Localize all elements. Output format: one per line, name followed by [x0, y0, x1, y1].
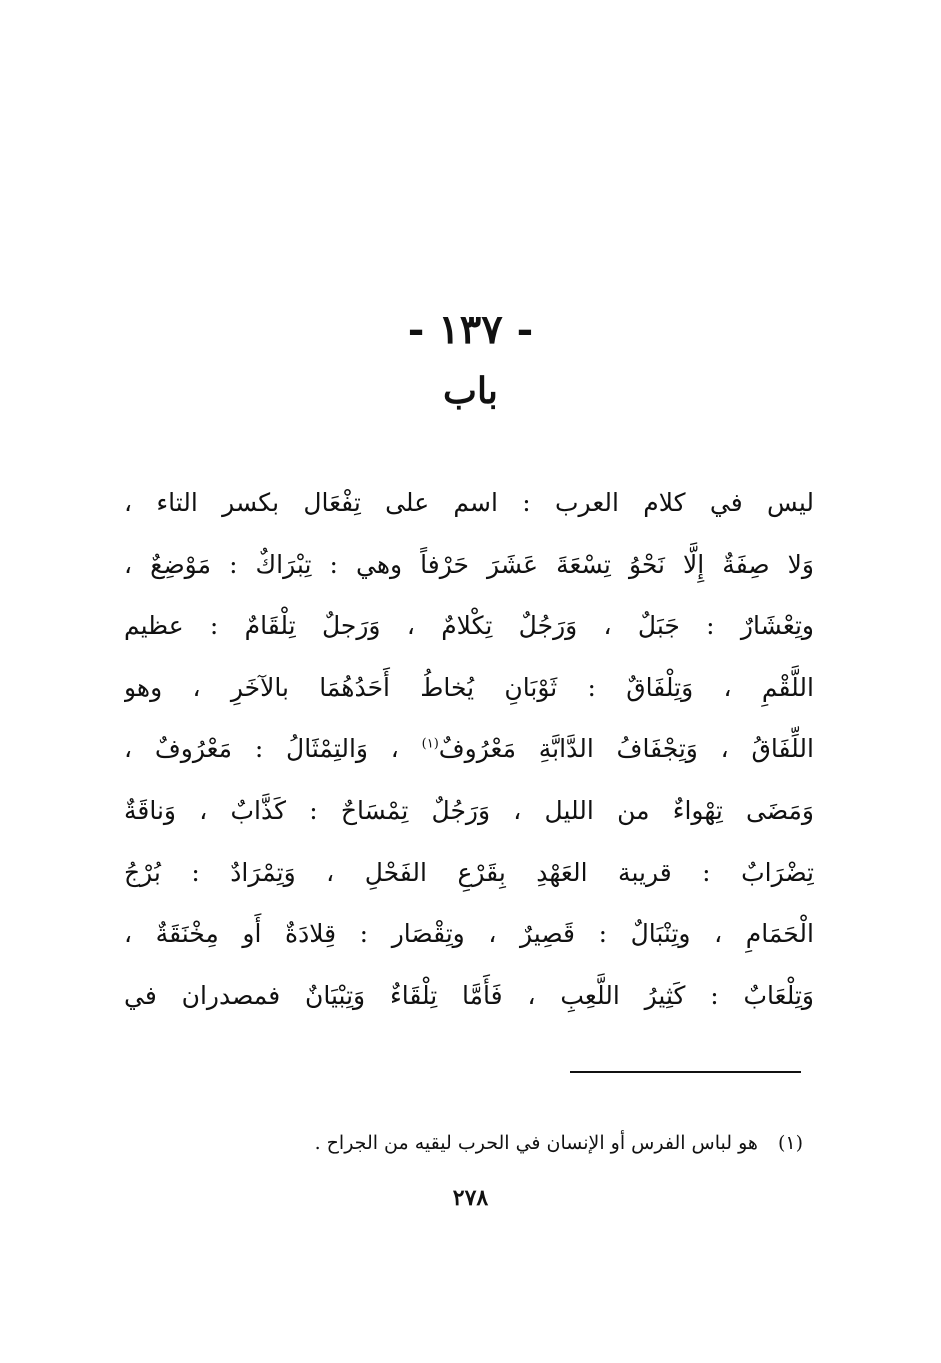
page-number: ٢٧٨ [452, 1185, 489, 1211]
body-line-part: ، وَالتِمْثَالُ : مَعْرُوفٌ ، [124, 734, 399, 764]
body-line [124, 718, 814, 780]
body-line: ليس في كلام العرب : اسم على تِفْعَال بكسر التاء ، [124, 488, 814, 517]
chapter-title: باب [443, 370, 498, 412]
footnote-text: هو لباس الفرس أو الإنسان في الحرب ليقيه من الجراح . [314, 1132, 758, 1154]
body-line: الْحَمَامِ ، وتِنْبَالٌ : قَصِيرٌ ، وتِقْصَار : قِلادَةٌ أَو مِخْنَقَةٌ ، [124, 919, 814, 949]
footnote-marker: (١) [777, 1132, 803, 1154]
body-line: وتِعْشَارٌ : جَبَلٌ ، وَرَجُلٌ تِكْلامٌ ، وَرَجلٌ تِلْقَامٌ : عظيم [124, 611, 814, 641]
body-line: اللَّقْمِ ، وَتِلْفَاقٌ : ثَوْبَانِ يُخاطُ أَحَدُهُمَا بالآخَرِ ، وهو [124, 672, 814, 702]
chapter-number: - ١٣٧ - [407, 306, 534, 353]
body-line: وَتِلْعَابٌ : كَثِيرُ اللَّعِبِ ، فَأَمَّا تِلْقَاءٌ وَتِبْيَانٌ فمصدران في [124, 980, 814, 1010]
body-line: وَمَضَى تِهْواءٌ من الليل ، وَرَجُلٌ تِمْسَاحٌ : كَذَّابٌ ، وَناقَةٌ [124, 795, 814, 825]
footnote-divider [570, 1071, 801, 1073]
body-line-part: اللِّفَاقُ ، وَتِجْفَافُ الدَّابَّةِ مَعْرُوفٌ [438, 734, 814, 764]
body-line: وَلا صِفَةٌ إِلَّا نَحْوُ تِسْعَةَ عَشَرَ حَرْفاً وهي : تِبْرَاكٌ : مَوْضِعٌ ، [124, 549, 814, 579]
body-text [124, 472, 814, 1026]
footnote [315, 1128, 803, 1158]
footnote-reference[interactable]: (١) [421, 737, 439, 753]
body-line: تِضْرَابٌ : قريبة العَهْدِ بِقَرْعِ الفَحْلِ ، وَتِمْرَادٌ : بُرْجُ [124, 857, 814, 887]
